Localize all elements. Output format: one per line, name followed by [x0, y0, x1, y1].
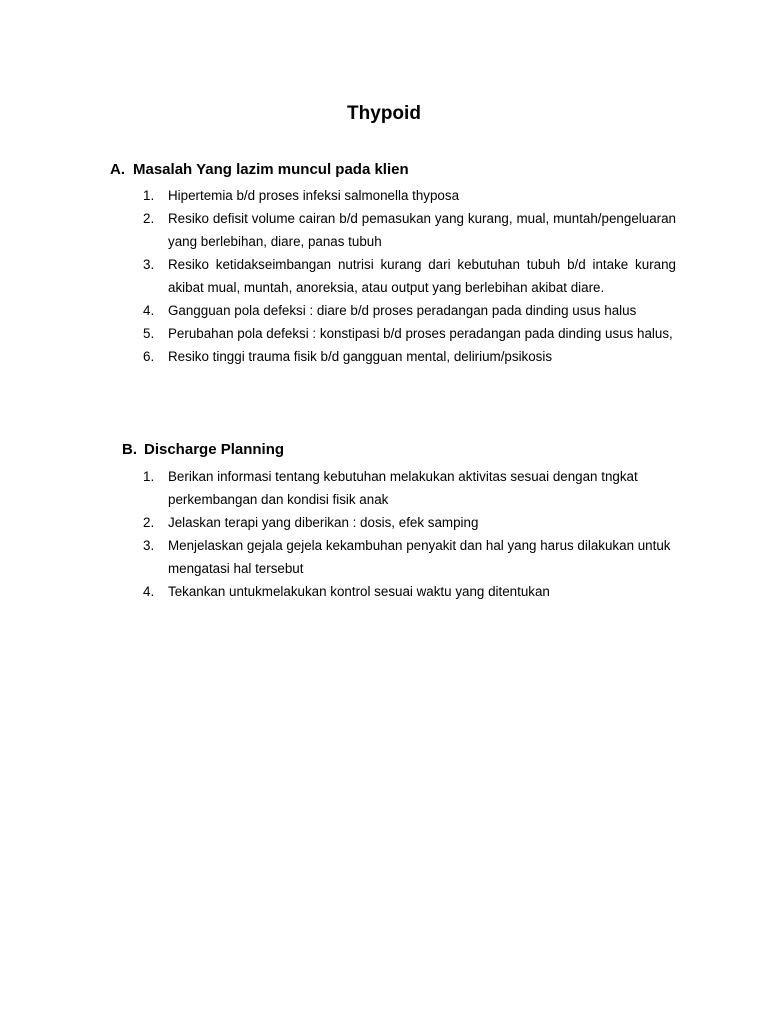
list-item-text: Tekankan untukmelakukan kontrol sesuai waktu yang ditentukan: [168, 584, 550, 599]
list-item: [143, 345, 676, 368]
section-a-heading: [110, 160, 409, 180]
list-item-text: Resiko tinggi trauma fisik b/d gangguan mental, delirium/psikosis: [168, 349, 553, 364]
list-item: [143, 207, 676, 253]
list-item-number: 3.: [143, 257, 155, 272]
list-item-number: 1.: [143, 469, 155, 484]
list-item-number: 4.: [143, 303, 155, 318]
section-a-heading-text: Masalah Yang lazim muncul pada klien: [133, 161, 409, 178]
section-b-heading: [122, 440, 284, 460]
list-item: [143, 253, 676, 299]
list-item: [143, 580, 676, 603]
list-item-text: Menjelaskan gejala gejela kekambuhan penyakit dan hal yang harus dilakukan untuk mengatasi hal tersebut: [168, 538, 671, 576]
list-item-number: 2.: [143, 211, 155, 226]
list-item: [143, 184, 676, 207]
list-item-text: Resiko ketidakseimbangan nutrisi kurang dari kebutuhan tubuh b/d intake kurang akibat mual, muntah, anoreksia, atau output yang berlebihan akibat diare.: [168, 257, 676, 295]
list-item-number: 3.: [143, 538, 155, 553]
list-item-number: 5.: [143, 326, 155, 341]
section-b-list: [143, 465, 676, 603]
list-item-text: Gangguan pola defeksi : diare b/d proses peradangan pada dinding usus halus: [168, 303, 637, 318]
list-item-text: Jelaskan terapi yang diberikan : dosis, efek samping: [168, 515, 479, 530]
list-item: [143, 534, 676, 580]
list-item: [143, 322, 676, 345]
list-item-text: Resiko defisit volume cairan b/d pemasukan yang kurang, mual, muntah/pengeluaran yang berlebihan, diare, panas tubuh: [168, 211, 676, 249]
list-item: [143, 511, 676, 534]
document-title: Thypoid: [347, 103, 421, 124]
list-item-number: 2.: [143, 515, 155, 530]
section-b-marker: B.: [122, 441, 137, 458]
list-item-text: Perubahan pola defeksi : konstipasi b/d proses peradangan pada dinding usus halus,: [168, 326, 673, 341]
section-a-marker: A.: [110, 161, 125, 178]
section-b-heading-text: Discharge Planning: [144, 441, 285, 458]
list-item-number: 1.: [143, 188, 155, 203]
list-item-text: Berikan informasi tentang kebutuhan melakukan aktivitas sesuai dengan tngkat perkembangan dan kondisi fisik anak: [168, 469, 638, 507]
list-item: [143, 465, 676, 511]
list-item-number: 4.: [143, 584, 155, 599]
section-a-list: [143, 184, 676, 368]
list-item-text: Hipertemia b/d proses infeksi salmonella thyposa: [168, 188, 460, 203]
list-item-number: 6.: [143, 349, 155, 364]
list-item: [143, 299, 676, 322]
